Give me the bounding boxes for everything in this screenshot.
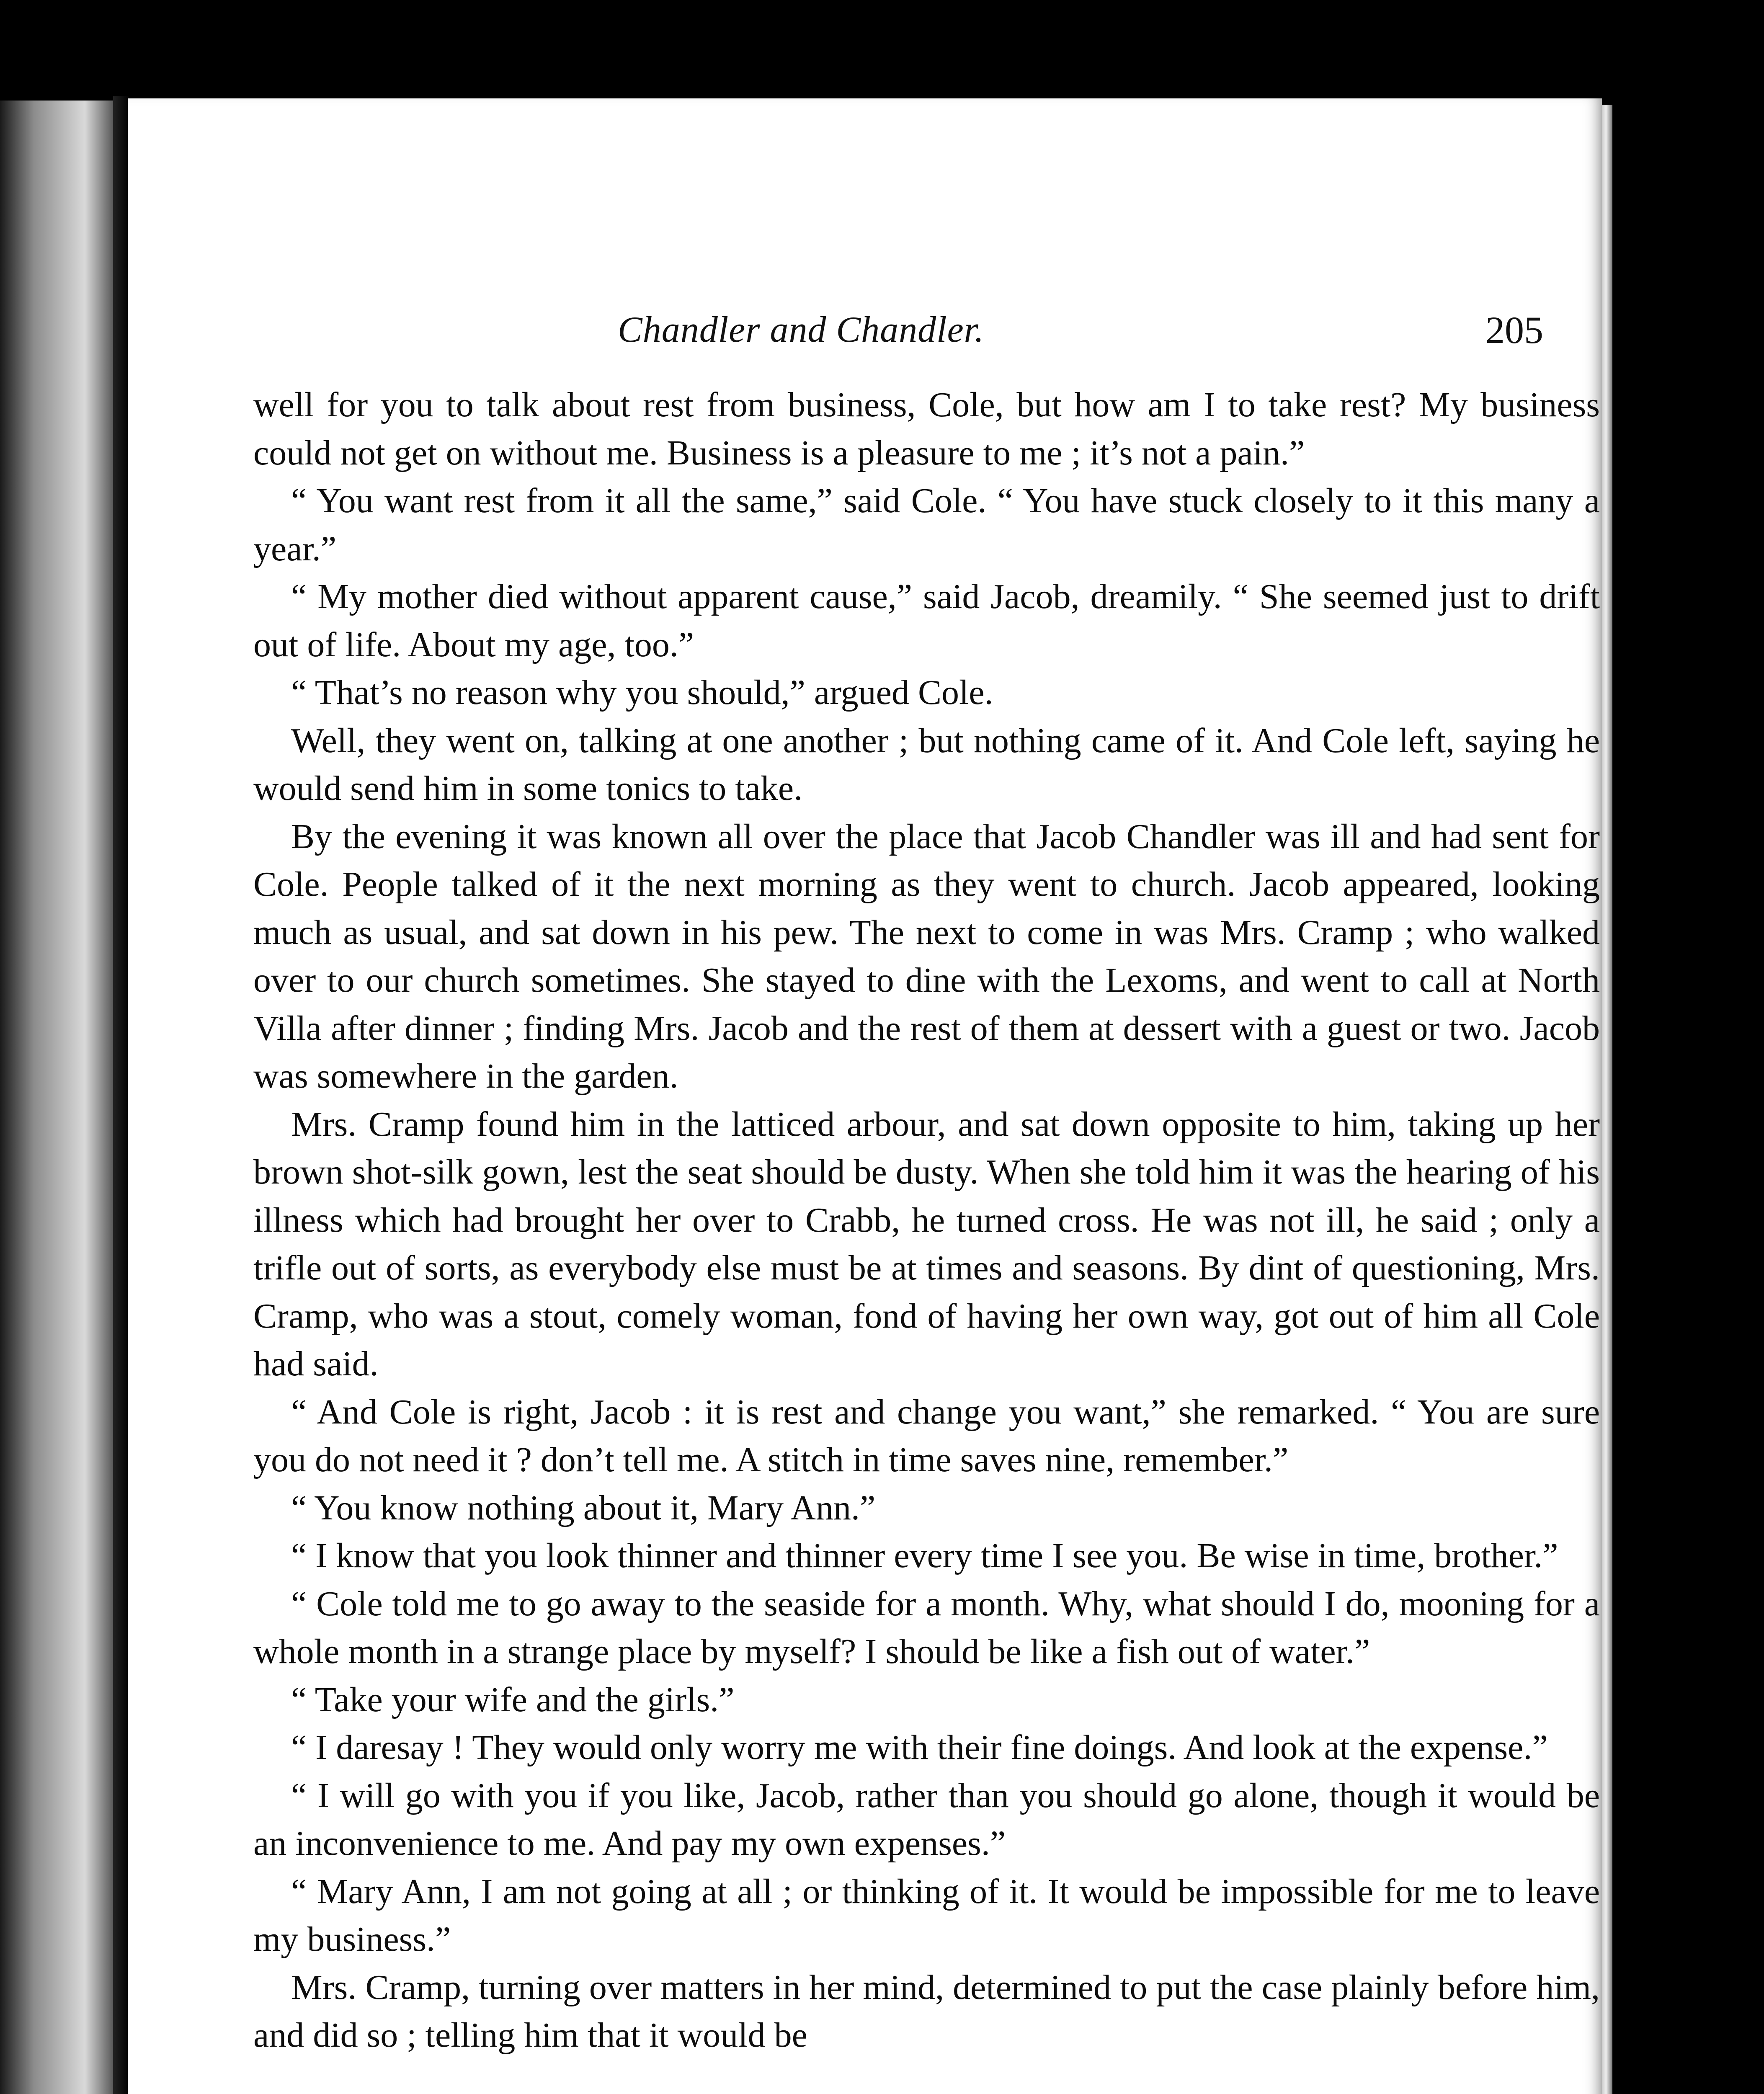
paragraph: Mrs. Cramp found him in the latticed arbour, and sat down opposite to him, taking up her brown shot-silk gown, lest the seat should be dusty. When she told him it was the hearing of his illness which had brought her over to Crabb, he turned cross. He was not ill, he said ; only a trifle out of sorts, as everybody else must be at times and seasons. By dint of questioning, Mrs. Cramp, who was a stout, comely woman, fond of having her own way, got out of him all Cole had said. (253, 1104, 1600, 1383)
paragraph: “ Mary Ann, I am not going at all ; or thinking of it. It would be impossible for me to leave my business.” (253, 1872, 1600, 1959)
body-text (253, 381, 1600, 2060)
page-number: 205 (1485, 309, 1543, 351)
paragraph: “ Take your wife and the girls.” (291, 1680, 735, 1719)
paragraph: “ You know nothing about it, Mary Ann.” (291, 1488, 876, 1527)
running-head (128, 307, 1602, 353)
book-gutter (113, 96, 130, 2094)
paragraph: well for you to talk about rest from business, Cole, but how am I to take rest? My business could not get on without me. Business is a pleasure to me ; it’s not a pain.” (253, 385, 1600, 472)
paragraph: “ I know that you look thinner and thinner every time I see you. Be wise in time, brother.” (291, 1536, 1558, 1575)
paragraph: “ You want rest from it all the same,” said Cole. “ You have stuck closely to it this many a year.” (253, 481, 1600, 568)
paragraph: Mrs. Cramp, turning over matters in her mind, determined to put the case plainly before him, and did so ; telling him that it would be (253, 1968, 1600, 2055)
facing-page-edge (0, 101, 113, 2094)
paragraph: “ That’s no reason why you should,” argued Cole. (291, 673, 993, 712)
paragraph: By the evening it was known all over the place that Jacob Chandler was ill and had sent for Cole. People talked of it the next morning as they went to church. Jacob appeared, looking much as usual, and sat down in his pew. The next to come in was Mrs. Cramp ; who walked over to our church sometimes. She stayed to dine with the Lexoms, and went to call at North Villa after dinner ; finding Mrs. Jacob and the rest of them at dessert with a guest or two. Jacob was somewhere in the garden. (253, 817, 1600, 1096)
running-title: Chandler and Chandler. (618, 309, 985, 350)
paragraph: “ My mother died without apparent cause,” said Jacob, dreamily. “ She seemed just to drift out of life. About my age, too.” (253, 577, 1600, 664)
paragraph: “ I will go with you if you like, Jacob, rather than you should go alone, though it would be an inconvenience to me. And pay my own expenses.” (253, 1776, 1600, 1863)
book-page (128, 98, 1602, 2094)
paragraph: “ And Cole is right, Jacob : it is rest and change you want,” she remarked. “ You are sure you do not need it ? don’t tell me. A stitch in time saves nine, remember.” (253, 1392, 1600, 1479)
paragraph: “ Cole told me to go away to the seaside for a month. Why, what should I do, mooning for a whole month in a strange place by myself? I should be like a fish out of water.” (253, 1584, 1600, 1671)
paragraph: “ I daresay ! They would only worry me with their fine doings. And look at the expense.” (291, 1728, 1548, 1767)
paragraph: Well, they went on, talking at one another ; but nothing came of it. And Cole left, saying he would send him in some tonics to take. (253, 721, 1600, 808)
